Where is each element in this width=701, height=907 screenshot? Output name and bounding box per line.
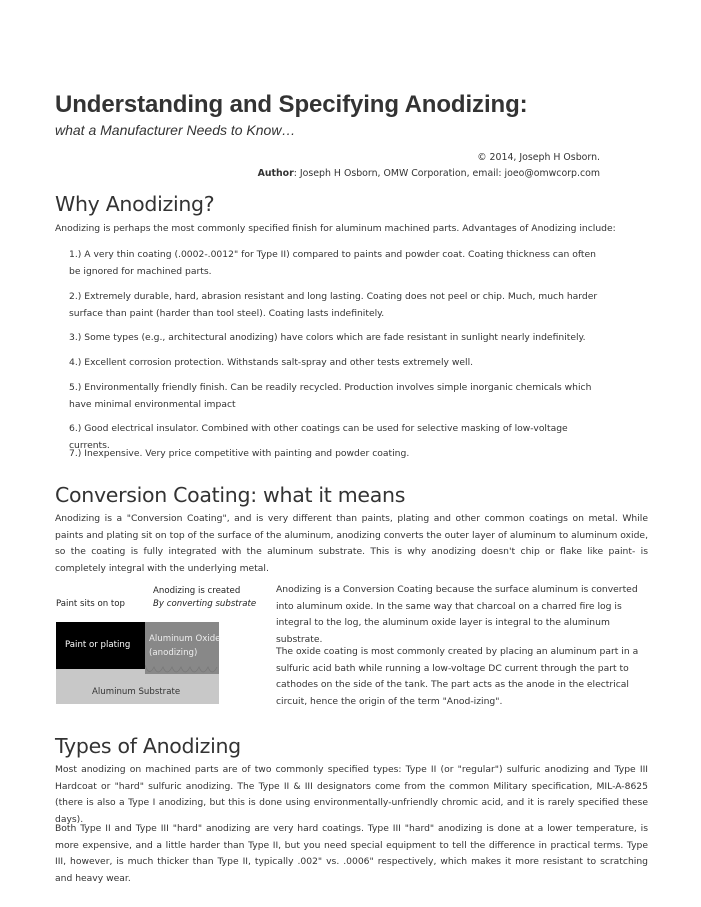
conversion-intro: Anodizing is a "Conversion Coating", and is very different than paints, plating and other common coatings on metal. While paints and plating sit on top of the surface of the aluminum, anodizing converts the outer layer of aluminum to aluminum oxide, so the coating is fully integrated with the aluminum substrate. This is why anodizing doesn't chip or flake like paint- is completely integral with the underlying metal. [55, 513, 648, 574]
diagram-label-paint-box: Paint or plating [65, 640, 131, 650]
section-heading-conversion: Conversion Coating: what it means [55, 483, 406, 507]
copyright-line: © 2014, Joseph H Osborn. [477, 152, 600, 163]
conversion-para-right-1: Anodizing is a Conversion Coating because the surface aluminum is converted into aluminum oxide. In the same way that charcoal on a charred fire log is integral to the log, the aluminum oxide layer is integral to the aluminum substrate. [276, 584, 638, 645]
diagram-label-oxide: Aluminum Oxide [149, 634, 221, 644]
diagram-label-by-converting: By converting substrate [153, 599, 257, 609]
advantage-item-5: 5.) Environmentally friendly finish. Can be readily recycled. Production involves simple inorganic chemicals which have minimal environmental impact [69, 382, 592, 410]
document-title: Understanding and Specifying Anodizing: [55, 91, 528, 118]
advantage-item-3: 3.) Some types (e.g., architectural anodizing) have colors which are fade resistant in sunlight nearly indefinitely. [69, 332, 586, 343]
section-heading-types: Types of Anodizing [55, 734, 241, 758]
diagram-label-anodizing-created: Anodizing is created [153, 586, 241, 596]
diagram-label-substrate: Aluminum Substrate [92, 687, 181, 697]
advantage-item-4: 4.) Excellent corrosion protection. Withstands salt-spray and other tests extremely well. [69, 357, 474, 368]
types-para-2: Both Type II and Type III "hard" anodizing are very hard coatings. Type III "hard" anodizing is done at a lower temperature, is more expensive, and a little harder than Type II, but you need special equipment to tell the difference in practical terms. Type III, however, is much thicker than Type II, typically .002" vs. .0006" respectively, which makes it more resistant to scratching and heavy wear. [55, 823, 648, 884]
advantage-item-2: 2.) Extremely durable, hard, abrasion resistant and long lasting. Coating does not peel or chip. Much, much harder surface than paint (harder than tool steel). Coating lasts indefinitely. [69, 291, 598, 319]
advantage-item-6: 6.) Good electrical insulator. Combined with other coatings can be used for selective masking of low-voltage currents. [69, 423, 568, 451]
section-heading-why: Why Anodizing? [55, 192, 215, 216]
advantage-item-7: 7.) Inexpensive. Very price competitive with painting and powder coating. [69, 448, 410, 459]
author-label: Author [257, 168, 294, 179]
author-line [258, 168, 600, 179]
diagram-label-anodizing: (anodizing) [149, 648, 198, 658]
author-details: : Joseph H Osborn, OMW Corporation, email: joeo@omwcorp.com [293, 168, 600, 179]
why-intro: Anodizing is perhaps the most commonly specified finish for aluminum machined parts. Advantages of Anodizing include: [55, 223, 616, 234]
advantage-item-1: 1.) A very thin coating (.0002-.0012" for Type II) compared to paints and powder coat. Coating thickness can often be ignored for machined parts. [69, 249, 596, 277]
diagram-oxide-boundary [145, 655, 219, 677]
document-subtitle: what a Manufacturer Needs to Know… [55, 122, 296, 138]
conversion-para-right-2: The oxide coating is most commonly created by placing an aluminum part in a sulfuric acid bath while running a low-voltage DC current through the part to cathodes on the side of the tank. The part acts as the anode in the electrical circuit, hence the origin of the term "Anod-izing". [276, 646, 639, 707]
diagram-label-paint-sits: Paint sits on top [56, 599, 125, 609]
types-para-1: Most anodizing on machined parts are of two commonly specified types: Type II (or "regular") sulfuric anodizing and Type III Hardcoat or "hard" sulfuric anodizing. The Type II & III designators come from the common Military specification, MIL-A-8625 (there is also a Type I anodizing, but this is done using environmentally-unfriendly chromic acid, and it is rarely specified these days). [55, 764, 648, 825]
